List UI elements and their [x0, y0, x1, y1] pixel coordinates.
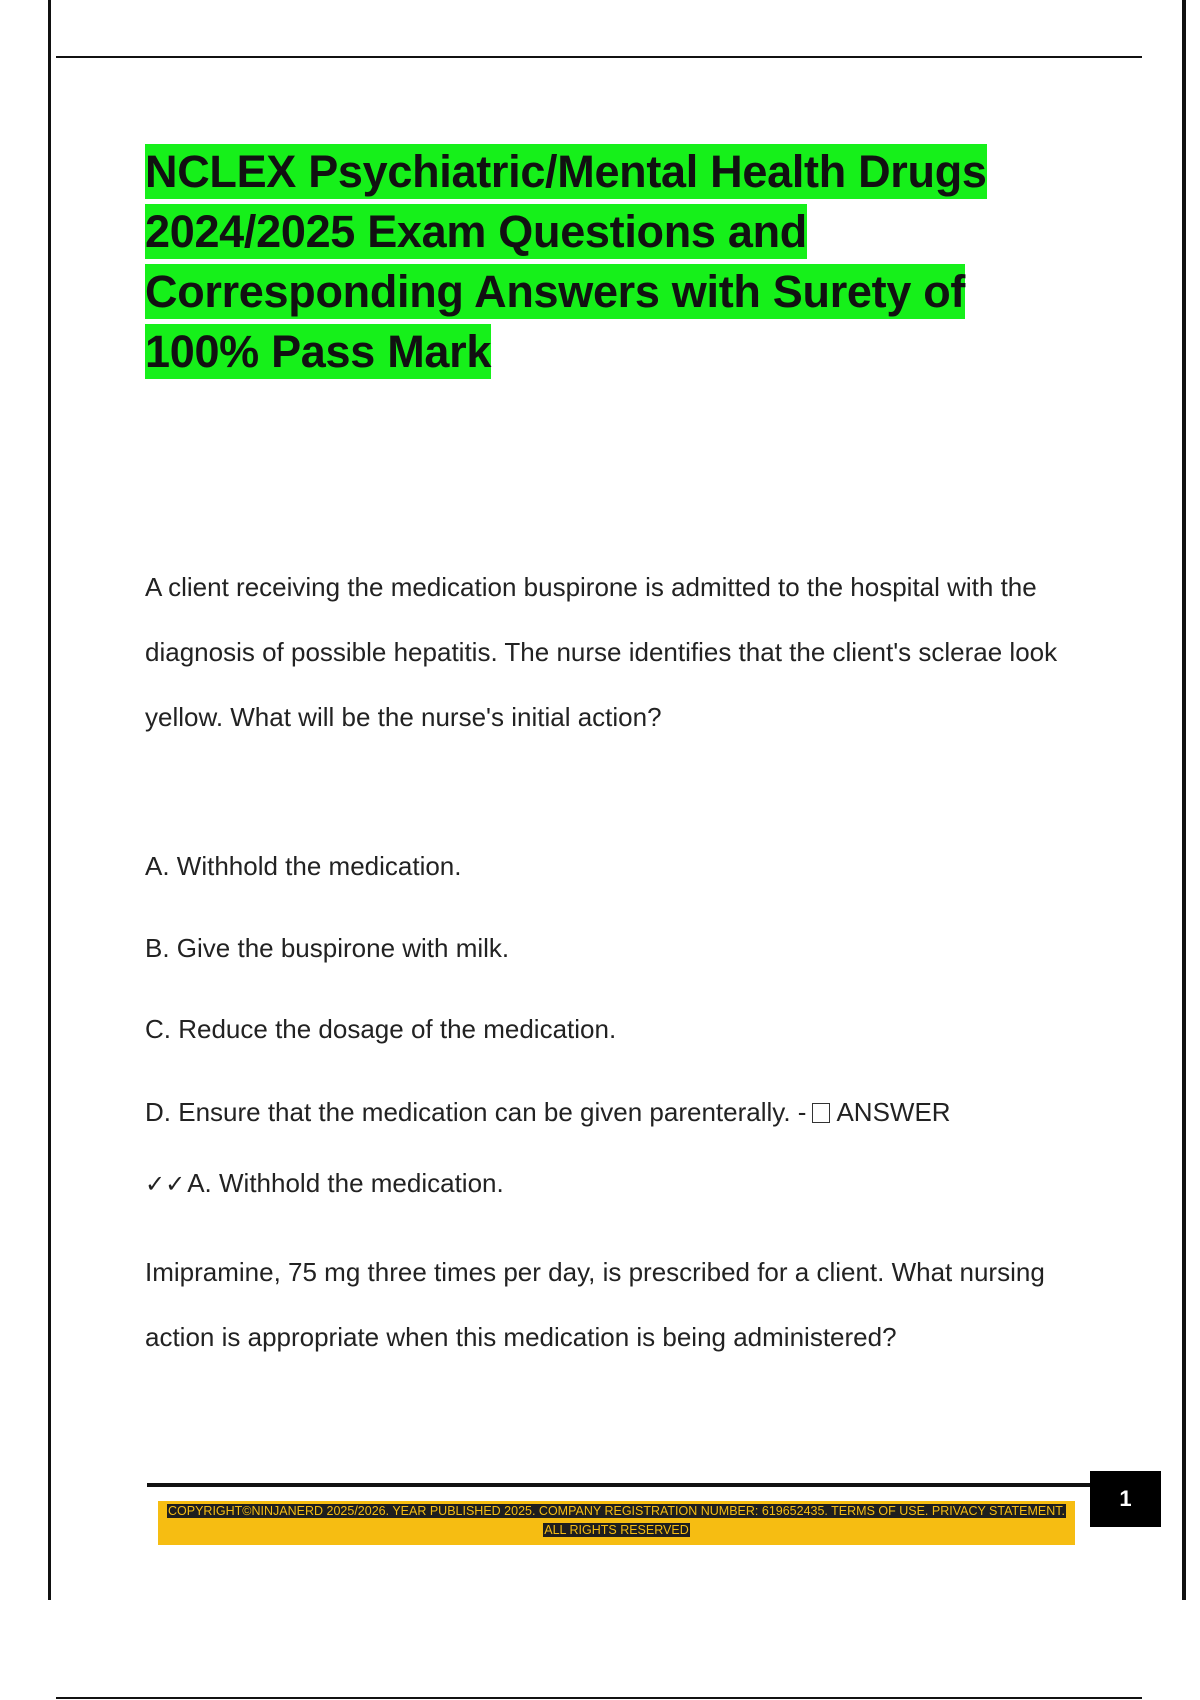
- next-page-rule: [56, 1697, 1142, 1699]
- option-d-text: D. Ensure that the medication can be given parenterally. -: [145, 1097, 807, 1127]
- question-1-option-c: C. Reduce the dosage of the medication.: [145, 1014, 617, 1044]
- double-check-icon: ✓✓: [145, 1170, 186, 1198]
- question-1-text: A client receiving the medication buspirone is admitted to the hospital with the diagnosis of possible hepatitis. The nurse identifies that the client's sclerae look yellow. What will be the nurse's initial action?: [145, 572, 1058, 732]
- question-1-option-b: B. Give the buspirone with milk.: [145, 933, 510, 963]
- question-1-option-d: [145, 1094, 1075, 1130]
- missing-glyph-icon: [812, 1103, 830, 1123]
- page-border-left: [48, 0, 51, 1600]
- question-2-text: Imipramine, 75 mg three times per day, is prescribed for a client. What nursing action is appropriate when this medication is being administered?: [145, 1257, 1045, 1352]
- page-border-right: [1182, 0, 1186, 1600]
- document-title: NCLEX Psychiatric/Mental Health Drugs 2024/2025 Exam Questions and Corresponding Answers with Surety of 100% Pass Mark: [145, 146, 987, 377]
- question-1-answer: [145, 1165, 504, 1202]
- copyright-footer: [158, 1501, 1075, 1545]
- page-number: 1: [1090, 1471, 1161, 1527]
- header-rule: [56, 56, 1142, 58]
- copyright-text: COPYRIGHT©NINJANERD 2025/2026. YEAR PUBLISHED 2025. COMPANY REGISTRATION NUMBER: 619652435. TERMS OF USE. PRIVACY STATEMENT. ALL RIGHTS RESERVED: [168, 1504, 1065, 1537]
- answer-label: ANSWER: [836, 1097, 951, 1127]
- question-1-option-a: A. Withhold the medication.: [145, 851, 462, 881]
- answer-text: A. Withhold the medication.: [187, 1168, 504, 1198]
- footer-rule: [147, 1483, 1092, 1487]
